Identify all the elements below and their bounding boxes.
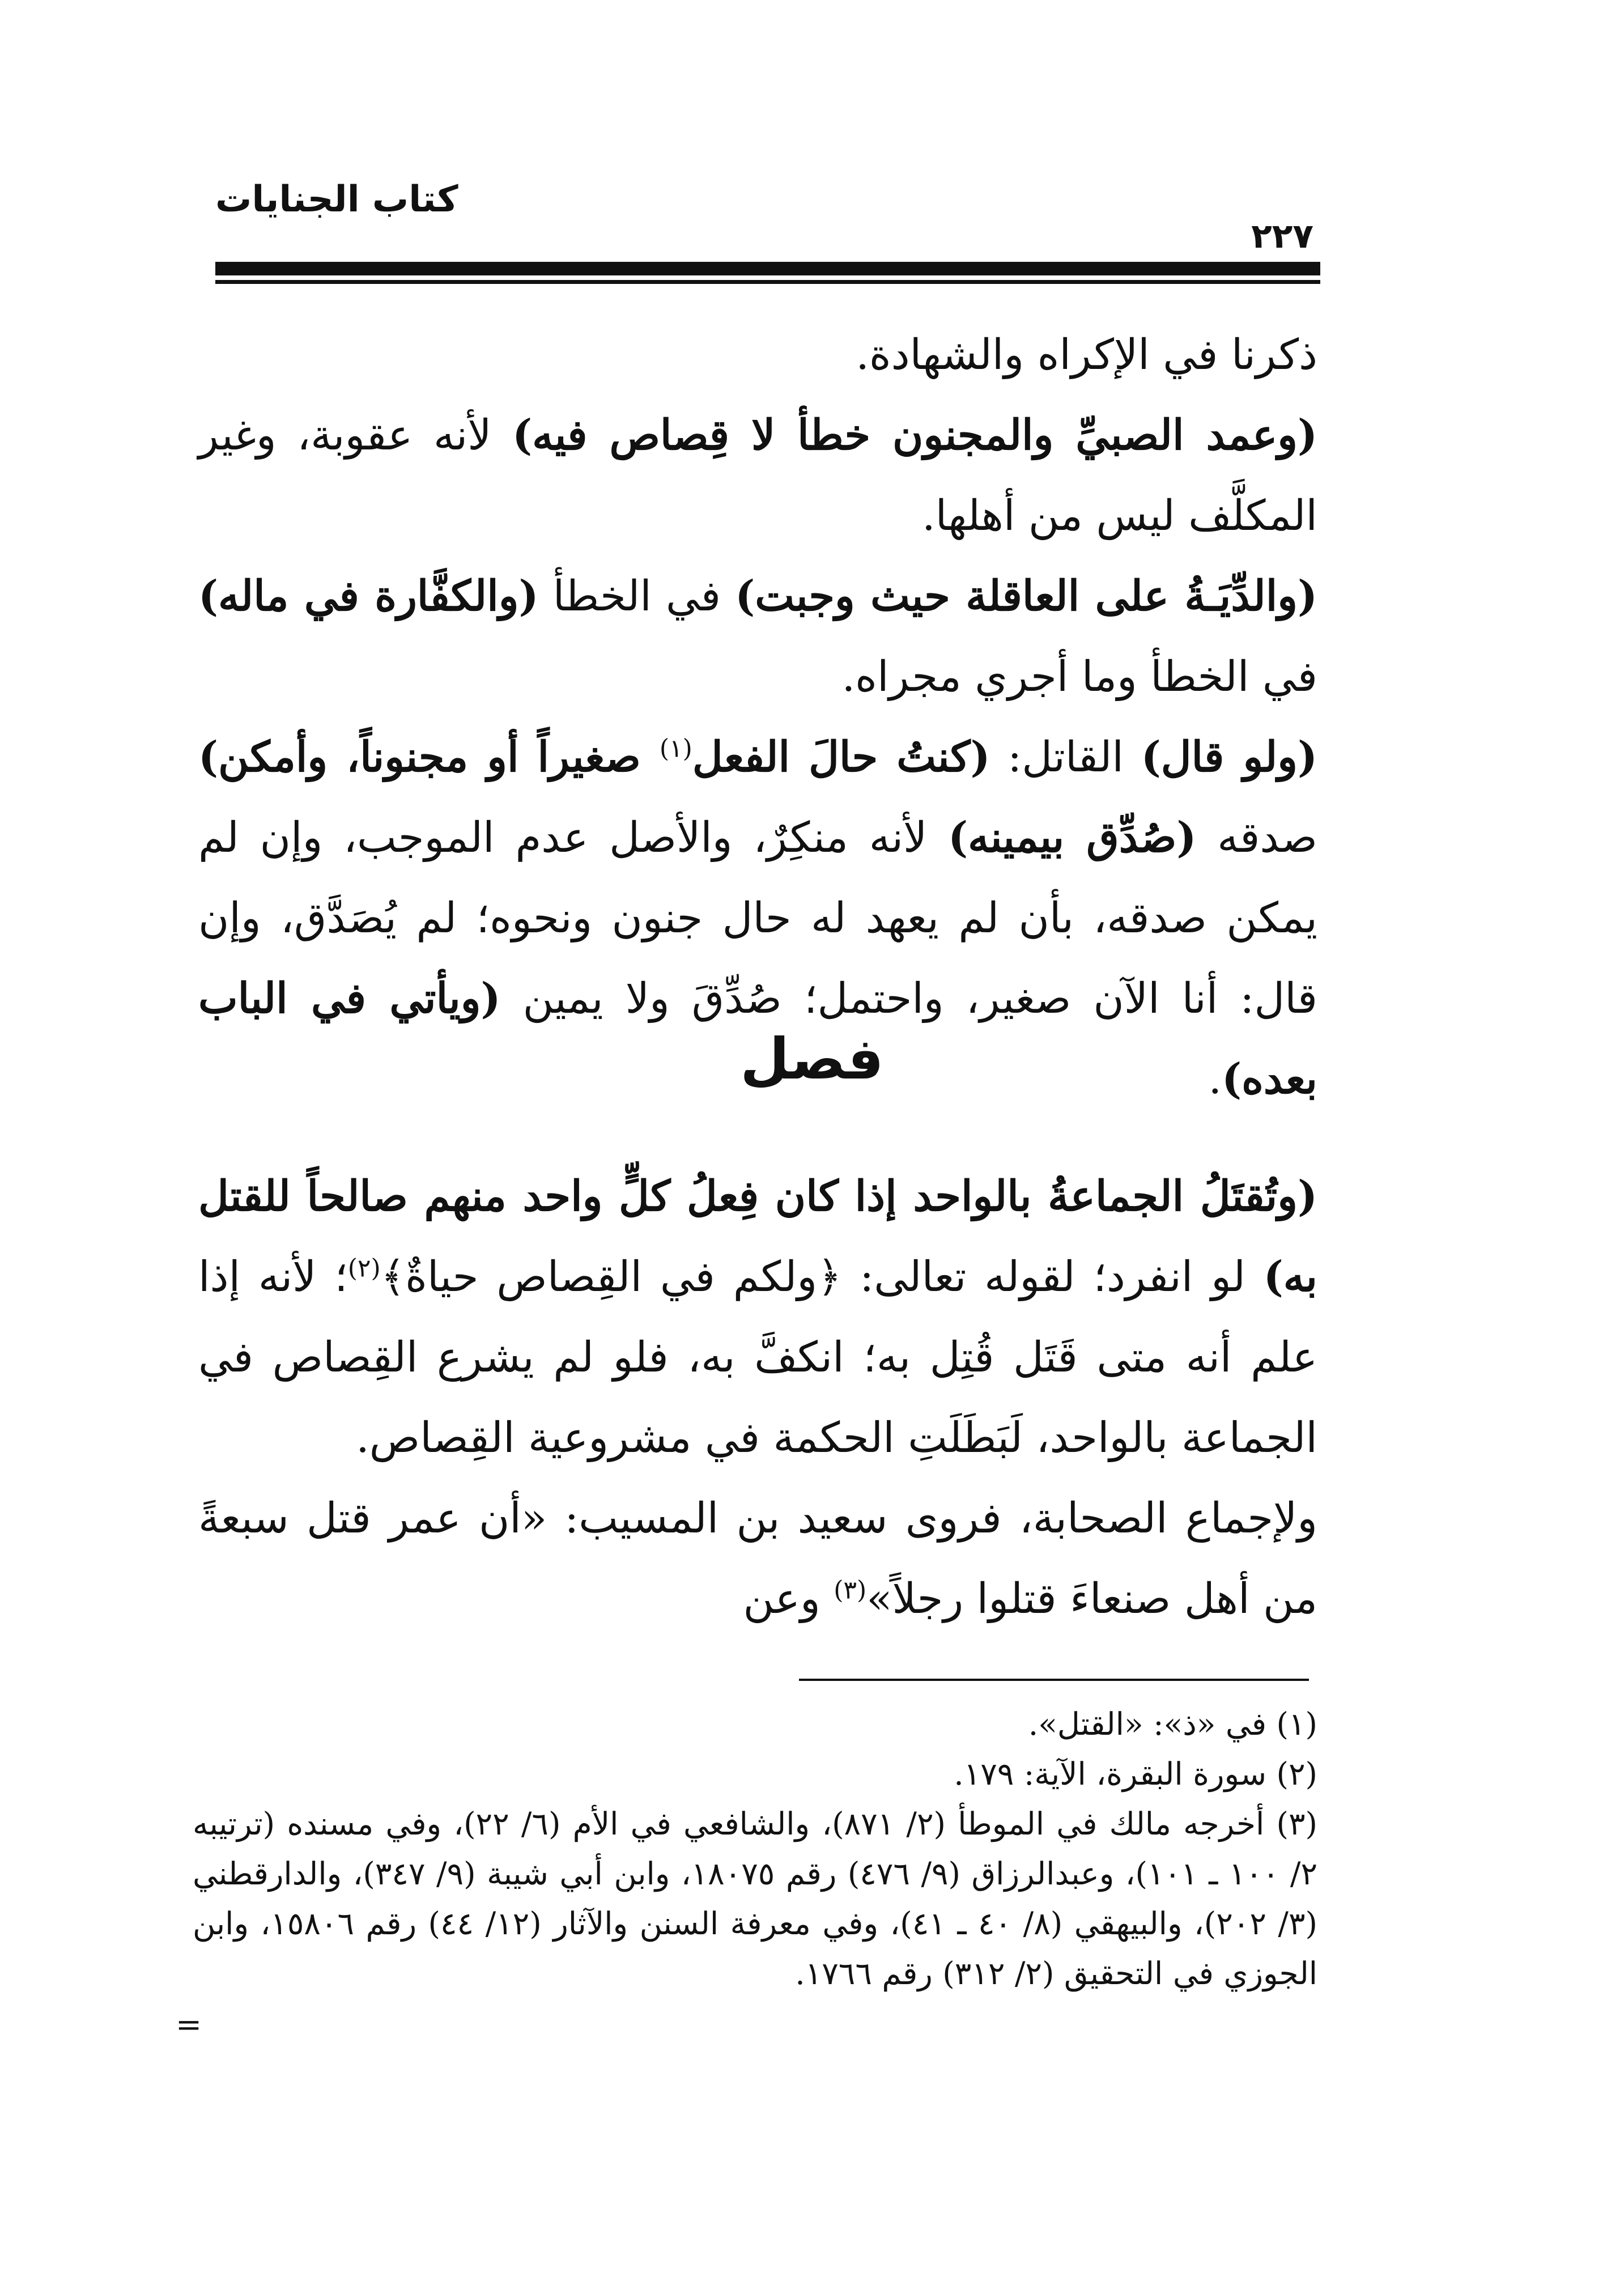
header-rule-thick [215, 262, 1320, 275]
main-text-block-2 [198, 1156, 1317, 1639]
paragraph-3: (والدِّيَـةُ على العاقلة حيث وجبت) في الخطأ (والكفَّارة في ماله) في الخطأ وما أجري مجراه. [198, 572, 1318, 701]
footnote-marker-3: (٣) [834, 1576, 867, 1605]
paragraph-4: (ولو قال) القاتل: (كنتُ حالَ الفعل$^{(١)}$ صغيراً أو مجنوناً، وأمكن) صدقه (صُدِّق بيمينه) لأنه منكِرٌ، والأصل عدم الموجب، وإن لم يمكن صدقه، بأن لم يعهد له حال جنون ونحوه؛ لم يُصَدَّق، وإن قال: أنا الآن صغير، واحتمل؛ صُدِّقَ ولا يمين (ويأتي في الباب بعده). [198, 733, 1318, 1103]
paragraph-6: ولإجماع الصحابة، فروى سعيد بن المسيب: «أن عمر قتل سبعةً من أهل صنعاءَ قتلوا رجلاً»$^{(٣)}$ وعن [198, 1494, 1317, 1623]
section-heading: فصل [740, 1026, 884, 1092]
paragraph-5: (وتُقتَلُ الجماعةُ بالواحد إذا كان فِعلُ كلٍّ واحد منهم صالحاً للقتل به) لو انفرد؛ لقوله تعالى: ﴿ولكم في القِصاص حياةٌ﴾$^{(٢)}$؛ لأنه إذا علم أنه متى قَتَل قُتِل به؛ انكفَّ به، فلو لم يشرع القِصاص في الجماعة بالواحد، لَبَطَلَتِ الحكمة في مشروعية القِصاص. [198, 1172, 1317, 1462]
footnote-separator [799, 1679, 1309, 1681]
footnotes [193, 1699, 1317, 1998]
paragraph-2: (وعمد الصبيِّ والمجنون خطأ لا قِصاص فيه) لأنه عقوبة، وغير المكلَّف ليس من أهلها. [198, 411, 1317, 540]
footnote-3: (٣) أخرجه مالك في الموطأ (٢/ ٨٧١)، والشافعي في الأم (٦/ ٢٢)، وفي مسنده (ترتيبه ٢/ ١٠٠ ـ ١٠١)، وعبدالرزاق (٩/ ٤٧٦) رقم ١٨٠٧٥، وابن أبي شيبة (٩/ ٣٤٧)، والدارقطني (٣/ ٢٠٢)، والبيهقي (٨/ ٤٠ ـ ٤١)، وفي معرفة السنن والآثار (١٢/ ٤٤) رقم ١٥٨٠٦، وابن الجوزي في التحقيق (٢/ ٣١٢) رقم ١٧٦٦. [193, 1806, 1318, 1991]
header-rule-thin [215, 280, 1320, 284]
footnote-marker-2: (٢) [347, 1254, 381, 1283]
footnote-1: (١) في «ذ»: «القتل». [1028, 1706, 1317, 1742]
page-number: ٢٢٧ [1251, 216, 1313, 256]
paragraph-1: ذكرنا في الإكراه والشهادة. [856, 330, 1317, 379]
footnote-2: (٢) سورة البقرة، الآية: ١٧٩. [954, 1756, 1317, 1792]
running-title: كتاب الجنايات [215, 179, 458, 220]
main-text-block-1 [198, 315, 1317, 1119]
footnote-marker-1: (١) [659, 734, 692, 763]
continuation-mark: = [176, 2006, 202, 2043]
